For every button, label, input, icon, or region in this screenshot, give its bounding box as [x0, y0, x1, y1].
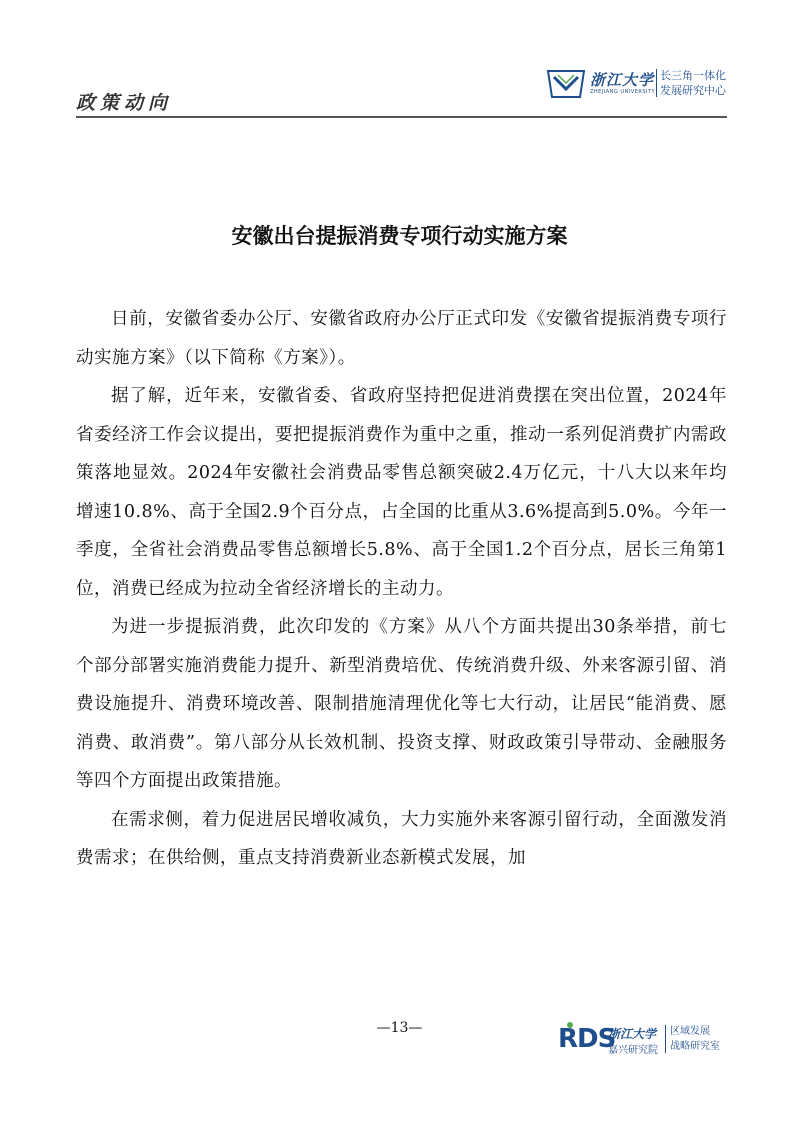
footer-lab-name — [670, 1024, 736, 1054]
page-number: —13— — [376, 1020, 423, 1036]
logo-divider — [656, 69, 657, 97]
university-english-name: ZHEJIANG UNIVERSITY — [590, 89, 656, 95]
footer-logo-divider — [665, 1025, 666, 1053]
footer-institute: 嘉兴研究院 — [608, 1045, 658, 1056]
center-name — [660, 68, 732, 98]
footer-lab-line1: 区域发展 — [670, 1026, 710, 1037]
article-title: 安徽出台提振消费专项行动实施方案 — [231, 224, 568, 248]
paragraph-3: 为进一步提振消费，此次印发的《方案》从八个方面共提出30条举措，前七个部分部署实施消费能力提升、新型消费培优、传统消费升级、外来客源引留、消费设施提升、消费环境改善、限制措施清理优化等七大行动，让居民“能消费、愿消费、敢消费”。第八部分从长效机制、投资支撑、财政政策引导带动、金融服务等四个方面提出政策措施。 — [76, 617, 727, 791]
center-name-line1: 长三角一体化 — [660, 69, 726, 82]
paragraph-4: 在需求侧，着力促进居民增收减负，大力实施外来客源引留行动，全面激发消费需求；在供给侧，重点支持消费新业态新模式发展，加 — [76, 809, 727, 868]
university-name: 浙江大学 — [590, 71, 655, 89]
article-body — [76, 300, 727, 878]
center-name-line2: 发展研究中心 — [660, 84, 726, 97]
header-rule — [76, 116, 727, 118]
footer-university-name: 浙江大学 — [608, 1027, 657, 1041]
zju-emblem-icon — [546, 67, 586, 101]
footer-lab-line2: 战略研究室 — [670, 1041, 720, 1052]
section-label: 政策动向 — [76, 92, 173, 114]
paragraph-2: 据了解，近年来，安徽省委、省政府坚持把促进消费摆在突出位置，2024年省委经济工作会议提出，要把提振消费作为重中之重，推动一系列促消费扩内需政策落地显效。2024年安徽社会消费品零售总额突破2.4万亿元，十八大以来年均增速10.8%、高于全国2.9个百分点，占全国的比重从3.6%提高到5.0%。今年一季度，全省社会消费品零售总额增长5.8%、高于全国1.2个百分点，居长三角第1位，消费已经成为拉动全省经济增长的主动力。 — [76, 386, 727, 599]
zju-center-logo — [546, 65, 731, 105]
rds-mark: RDS — [558, 1024, 616, 1054]
rds-logo — [558, 1022, 733, 1058]
paragraph-1: 日前，安徽省委办公厅、安徽省政府办公厅正式印发《安徽省提振消费专项行动实施方案》（以下简称《方案》）。 — [76, 309, 727, 368]
